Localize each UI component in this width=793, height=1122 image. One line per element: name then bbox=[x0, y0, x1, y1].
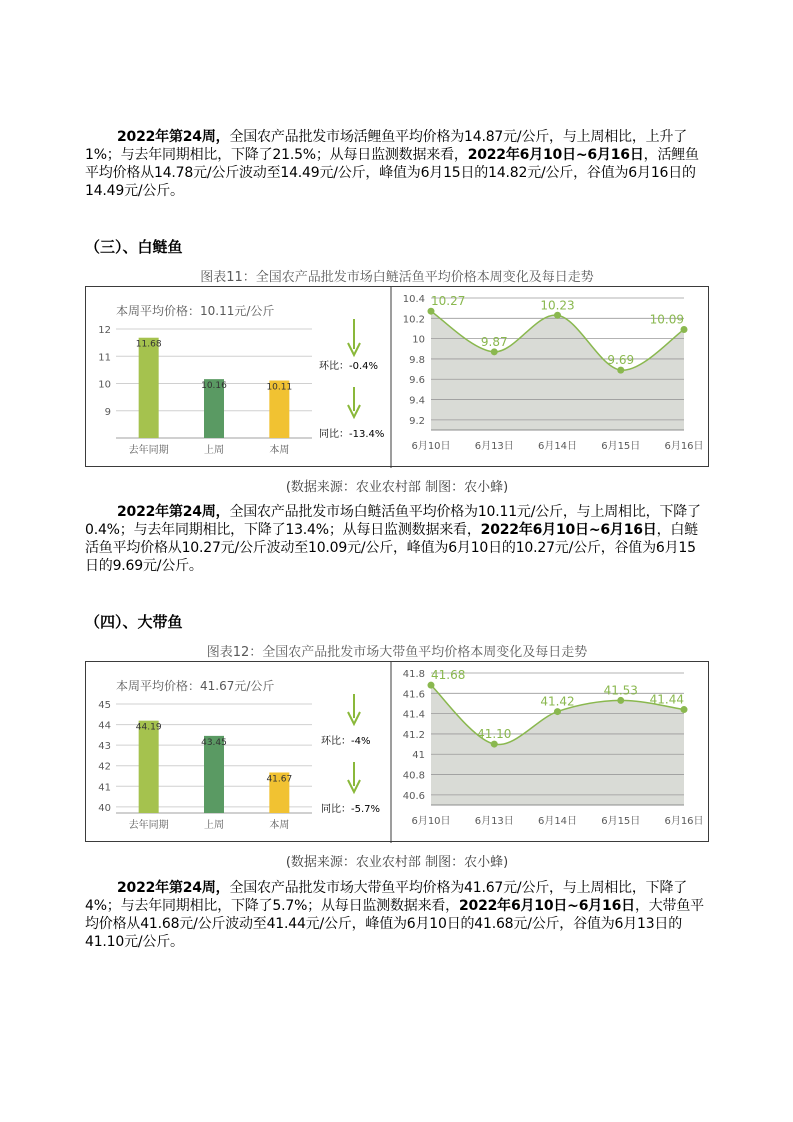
data-point bbox=[554, 312, 561, 319]
arrow-down-icon bbox=[348, 319, 360, 355]
y-tick-label: 10 bbox=[412, 334, 425, 346]
x-tick-label: 去年同期 bbox=[128, 820, 169, 831]
x-tick-label: 本周 bbox=[269, 445, 290, 456]
bar-value-label: 10.11 bbox=[266, 382, 293, 393]
mom-change: 环比：-0.4% bbox=[319, 361, 379, 372]
data-point bbox=[428, 308, 435, 315]
figure-title-12: 图表12：全国农产品批发市场大带鱼平均价格本周变化及每日走势 bbox=[206, 645, 588, 660]
mom-change: 环比：-4% bbox=[321, 736, 371, 747]
figure-panel-11 bbox=[85, 286, 709, 467]
y-tick-label: 44 bbox=[98, 720, 111, 732]
figure-title-11: 图表11：全国农产品批发市场白鲢活鱼平均价格本周变化及每日走势 bbox=[200, 270, 594, 285]
section-heading-silver-carp: （三）、白鲢鱼 bbox=[85, 238, 183, 256]
y-tick-label: 42 bbox=[98, 761, 111, 773]
y-tick-label: 41 bbox=[412, 750, 425, 762]
compare-block bbox=[321, 694, 380, 815]
y-tick-label: 12 bbox=[98, 325, 111, 336]
hairtail-paragraph bbox=[85, 879, 709, 951]
point-value-label: 9.69 bbox=[607, 353, 635, 368]
point-value-label: 41.10 bbox=[477, 727, 512, 742]
x-tick-label: 6月13日 bbox=[474, 441, 514, 452]
y-tick-label: 9 bbox=[104, 406, 111, 418]
yoy-change: 同比：-5.7% bbox=[321, 804, 381, 815]
data-point bbox=[491, 348, 498, 355]
y-tick-label: 9.6 bbox=[409, 375, 425, 387]
bar-value-label: 11.68 bbox=[135, 339, 162, 350]
silver-carp-bold-week: 2022年第24周， bbox=[117, 504, 230, 520]
yoy-change: 同比：-13.4% bbox=[319, 429, 385, 440]
y-tick-label: 9.4 bbox=[409, 395, 425, 407]
silver-carp-bold-dates: 2022年6月10日~6月16日 bbox=[480, 522, 657, 538]
point-value-label: 10.09 bbox=[649, 312, 684, 327]
y-tick-label: 41.2 bbox=[402, 729, 425, 741]
data-point bbox=[491, 741, 498, 748]
x-tick-label: 6月15日 bbox=[601, 441, 641, 452]
y-tick-label: 9.8 bbox=[409, 354, 425, 366]
arrow-down-icon bbox=[348, 387, 360, 417]
data-source-11: (数据来源：农业农村部 制图：农小蜂) bbox=[285, 480, 509, 495]
x-tick-label: 6月13日 bbox=[474, 816, 514, 827]
line-chart-silver-carp bbox=[403, 294, 704, 452]
silver-carp-text-1: 全国农产品批发市场白鲢活鱼平均价格为10.11元/公斤，与上周相比，下降了0.4%；与去年同期相比，下降了13.4%；从每日监测数据来看， bbox=[85, 504, 701, 538]
y-tick-label: 41.6 bbox=[402, 689, 425, 701]
x-tick-label: 6月14日 bbox=[537, 441, 578, 452]
y-tick-label: 40 bbox=[98, 802, 111, 814]
carp-bold-week: 2022年第24周， bbox=[117, 129, 230, 145]
x-tick-label: 6月14日 bbox=[537, 816, 578, 827]
figure-svg-11 bbox=[86, 287, 710, 468]
point-value-label: 41.42 bbox=[540, 694, 575, 709]
bar bbox=[139, 721, 159, 813]
x-tick-label: 上周 bbox=[204, 445, 224, 456]
x-tick-label: 6月16日 bbox=[664, 816, 704, 827]
y-tick-label: 41.4 bbox=[402, 709, 425, 721]
y-tick-label: 41.8 bbox=[402, 669, 425, 680]
data-point bbox=[554, 708, 561, 715]
avg-price-label: 本周平均价格：41.67元/公斤 bbox=[116, 679, 275, 693]
compare-block bbox=[319, 319, 384, 440]
data-point bbox=[617, 367, 624, 374]
silver-carp-paragraph bbox=[85, 503, 709, 575]
y-tick-label: 10.2 bbox=[402, 314, 425, 326]
bar bbox=[139, 338, 159, 438]
x-tick-label: 去年同期 bbox=[128, 445, 169, 456]
bar-chart-silver-carp bbox=[98, 325, 312, 456]
y-tick-label: 9.2 bbox=[409, 415, 425, 427]
x-tick-label: 6月15日 bbox=[601, 816, 641, 827]
silver-carp-text-2: ，白鲢活鱼平均价格从10.27元/公斤波动至10.09元/公斤，峰值为6月10日的10.27元/公斤，谷值为6月15日的9.69元/公斤。 bbox=[85, 522, 699, 574]
carp-bold-dates: 2022年6月10日~6月16日 bbox=[467, 147, 644, 163]
y-tick-label: 10 bbox=[98, 379, 111, 391]
point-value-label: 41.44 bbox=[649, 692, 684, 707]
point-value-label: 10.23 bbox=[540, 298, 575, 313]
hairtail-bold-dates: 2022年6月10日~6月16日 bbox=[458, 898, 635, 914]
bar-value-label: 44.19 bbox=[135, 722, 162, 733]
figure-panel-12 bbox=[85, 661, 709, 842]
point-value-label: 41.53 bbox=[603, 683, 638, 698]
y-tick-label: 10.4 bbox=[402, 294, 425, 305]
point-value-label: 9.87 bbox=[480, 334, 508, 349]
x-tick-label: 上周 bbox=[204, 820, 224, 831]
y-tick-label: 45 bbox=[98, 700, 111, 711]
x-tick-label: 本周 bbox=[269, 820, 290, 831]
arrow-down-icon bbox=[348, 694, 360, 724]
point-value-label: 10.27 bbox=[431, 294, 466, 309]
data-point bbox=[617, 697, 624, 704]
avg-price-label: 本周平均价格：10.11元/公斤 bbox=[116, 304, 275, 318]
y-tick-label: 40.8 bbox=[402, 770, 425, 782]
y-tick-label: 43 bbox=[98, 741, 111, 753]
x-tick-label: 6月10日 bbox=[411, 441, 451, 452]
carp-text-1: 全国农产品批发市场活鲤鱼平均价格为14.87元/公斤，与上周相比，上升了1%；与去年同期相比，下降了21.5%；从每日监测数据来看， bbox=[85, 129, 688, 163]
hairtail-bold-week: 2022年第24周， bbox=[117, 880, 230, 896]
data-point bbox=[681, 706, 688, 713]
data-point bbox=[681, 326, 688, 333]
data-point bbox=[428, 682, 435, 689]
hairtail-text-1: 全国农产品批发市场大带鱼平均价格为41.67元/公斤，与上周相比，下降了4%；与去年同期相比，下降了5.7%；从每日监测数据来看， bbox=[85, 880, 688, 914]
hairtail-text-2: ，大带鱼平均价格从41.68元/公斤波动至41.44元/公斤，峰值为6月10日的41.68元/公斤，谷值为6月13日的41.10元/公斤。 bbox=[85, 898, 704, 950]
bar-chart-hairtail bbox=[98, 700, 312, 831]
carp-text-2: ，活鲤鱼平均价格从14.78元/公斤波动至14.49元/公斤，峰值为6月15日的14.82元/公斤，谷值为6月16日的14.49元/公斤。 bbox=[85, 147, 699, 199]
x-tick-label: 6月10日 bbox=[411, 816, 451, 827]
point-value-label: 41.68 bbox=[431, 668, 466, 683]
bar-value-label: 10.16 bbox=[201, 381, 227, 392]
line-chart-hairtail bbox=[403, 668, 704, 827]
x-tick-label: 6月16日 bbox=[664, 441, 704, 452]
data-source-12: (数据来源：农业农村部 制图：农小蜂) bbox=[285, 855, 509, 870]
bar-value-label: 41.67 bbox=[266, 774, 293, 785]
section-heading-hairtail: （四）、大带鱼 bbox=[85, 613, 183, 631]
bar-value-label: 43.45 bbox=[201, 737, 227, 748]
area-fill bbox=[431, 311, 684, 430]
figure-svg-12 bbox=[86, 662, 710, 843]
y-tick-label: 11 bbox=[98, 352, 111, 364]
carp-paragraph bbox=[85, 128, 709, 200]
arrow-down-icon bbox=[348, 762, 360, 792]
y-tick-label: 40.6 bbox=[402, 790, 425, 802]
y-tick-label: 41 bbox=[98, 782, 111, 794]
